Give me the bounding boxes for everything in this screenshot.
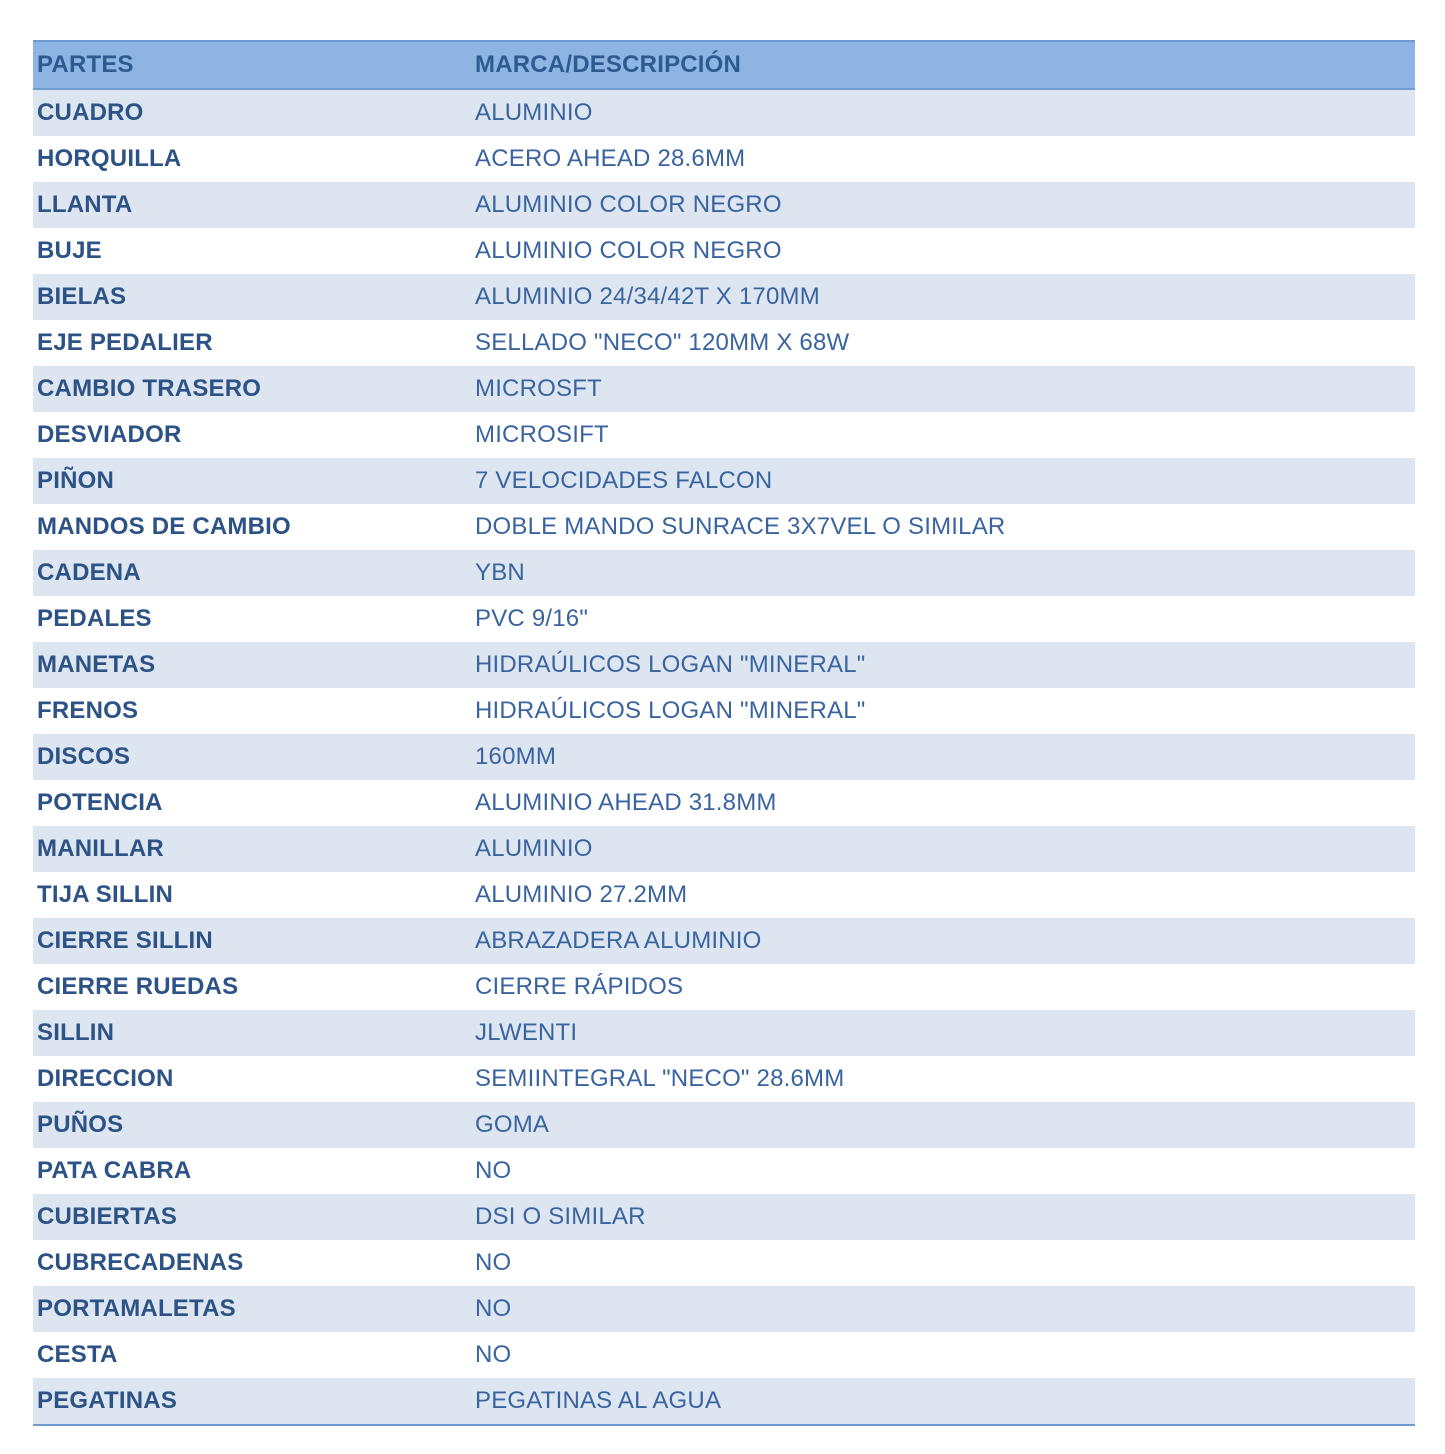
part-description: SEMIINTEGRAL "NECO" 28.6MM (471, 1056, 1415, 1102)
table-row (33, 550, 1415, 596)
part-name: BUJE (33, 228, 471, 274)
part-description: ALUMINIO (471, 89, 1415, 136)
specifications-table (33, 40, 1415, 1426)
table-row (33, 826, 1415, 872)
part-description: ABRAZADERA ALUMINIO (471, 918, 1415, 964)
part-description: ALUMINIO AHEAD 31.8MM (471, 780, 1415, 826)
part-description: NO (471, 1286, 1415, 1332)
table-row (33, 918, 1415, 964)
part-name: DIRECCION (33, 1056, 471, 1102)
table-header (33, 41, 1415, 89)
table-row (33, 596, 1415, 642)
part-name: CAMBIO TRASERO (33, 366, 471, 412)
part-description: ALUMINIO 27.2MM (471, 872, 1415, 918)
table-row (33, 964, 1415, 1010)
table-row (33, 320, 1415, 366)
table-row (33, 1378, 1415, 1425)
part-name: CESTA (33, 1332, 471, 1378)
table-row (33, 1286, 1415, 1332)
part-description: SELLADO "NECO" 120MM X 68W (471, 320, 1415, 366)
table-row (33, 274, 1415, 320)
part-name: FRENOS (33, 688, 471, 734)
part-name: MANILLAR (33, 826, 471, 872)
table-row (33, 688, 1415, 734)
part-description: MICROSFT (471, 366, 1415, 412)
part-description: ACERO AHEAD 28.6MM (471, 136, 1415, 182)
header-row (33, 41, 1415, 89)
part-name: POTENCIA (33, 780, 471, 826)
part-name: CIERRE SILLIN (33, 918, 471, 964)
part-name: MANETAS (33, 642, 471, 688)
table-row (33, 412, 1415, 458)
part-description: NO (471, 1148, 1415, 1194)
part-name: PATA CABRA (33, 1148, 471, 1194)
part-description: CIERRE RÁPIDOS (471, 964, 1415, 1010)
part-name: LLANTA (33, 182, 471, 228)
part-description: YBN (471, 550, 1415, 596)
part-name: CUBIERTAS (33, 1194, 471, 1240)
part-description: NO (471, 1240, 1415, 1286)
part-description: JLWENTI (471, 1010, 1415, 1056)
part-name: PEDALES (33, 596, 471, 642)
part-name: SILLIN (33, 1010, 471, 1056)
table-row (33, 182, 1415, 228)
part-description: 160MM (471, 734, 1415, 780)
table-row (33, 1332, 1415, 1378)
table-body (33, 89, 1415, 1425)
part-name: DESVIADOR (33, 412, 471, 458)
part-description: ALUMINIO COLOR NEGRO (471, 182, 1415, 228)
table-row (33, 1148, 1415, 1194)
table-row (33, 89, 1415, 136)
part-name: CUADRO (33, 89, 471, 136)
part-description: HIDRAÚLICOS LOGAN "MINERAL" (471, 642, 1415, 688)
part-name: TIJA SILLIN (33, 872, 471, 918)
part-name: HORQUILLA (33, 136, 471, 182)
part-name: BIELAS (33, 274, 471, 320)
header-description: MARCA/DESCRIPCIÓN (471, 41, 1415, 89)
table-row (33, 780, 1415, 826)
part-description: PVC 9/16" (471, 596, 1415, 642)
table-row (33, 136, 1415, 182)
table-row (33, 1240, 1415, 1286)
header-parts: PARTES (33, 41, 471, 89)
part-description: ALUMINIO 24/34/42T X 170MM (471, 274, 1415, 320)
part-name: PEGATINAS (33, 1378, 471, 1425)
table-row (33, 1194, 1415, 1240)
part-description: DSI O SIMILAR (471, 1194, 1415, 1240)
part-name: CUBRECADENAS (33, 1240, 471, 1286)
part-description: PEGATINAS AL AGUA (471, 1378, 1415, 1425)
part-name: PIÑON (33, 458, 471, 504)
part-name: EJE PEDALIER (33, 320, 471, 366)
part-name: PUÑOS (33, 1102, 471, 1148)
part-name: CIERRE RUEDAS (33, 964, 471, 1010)
part-description: GOMA (471, 1102, 1415, 1148)
part-description: NO (471, 1332, 1415, 1378)
table-row (33, 458, 1415, 504)
table-row (33, 734, 1415, 780)
part-name: MANDOS DE CAMBIO (33, 504, 471, 550)
part-description: ALUMINIO COLOR NEGRO (471, 228, 1415, 274)
table-row (33, 366, 1415, 412)
table-row (33, 642, 1415, 688)
table-row (33, 1010, 1415, 1056)
part-name: PORTAMALETAS (33, 1286, 471, 1332)
part-description: ALUMINIO (471, 826, 1415, 872)
part-name: CADENA (33, 550, 471, 596)
table-row (33, 228, 1415, 274)
table-row (33, 1056, 1415, 1102)
part-description: DOBLE MANDO SUNRACE 3X7VEL O SIMILAR (471, 504, 1415, 550)
table-row (33, 872, 1415, 918)
part-name: DISCOS (33, 734, 471, 780)
table-row (33, 1102, 1415, 1148)
part-description: MICROSIFT (471, 412, 1415, 458)
table-row (33, 504, 1415, 550)
part-description: HIDRAÚLICOS LOGAN "MINERAL" (471, 688, 1415, 734)
part-description: 7 VELOCIDADES FALCON (471, 458, 1415, 504)
